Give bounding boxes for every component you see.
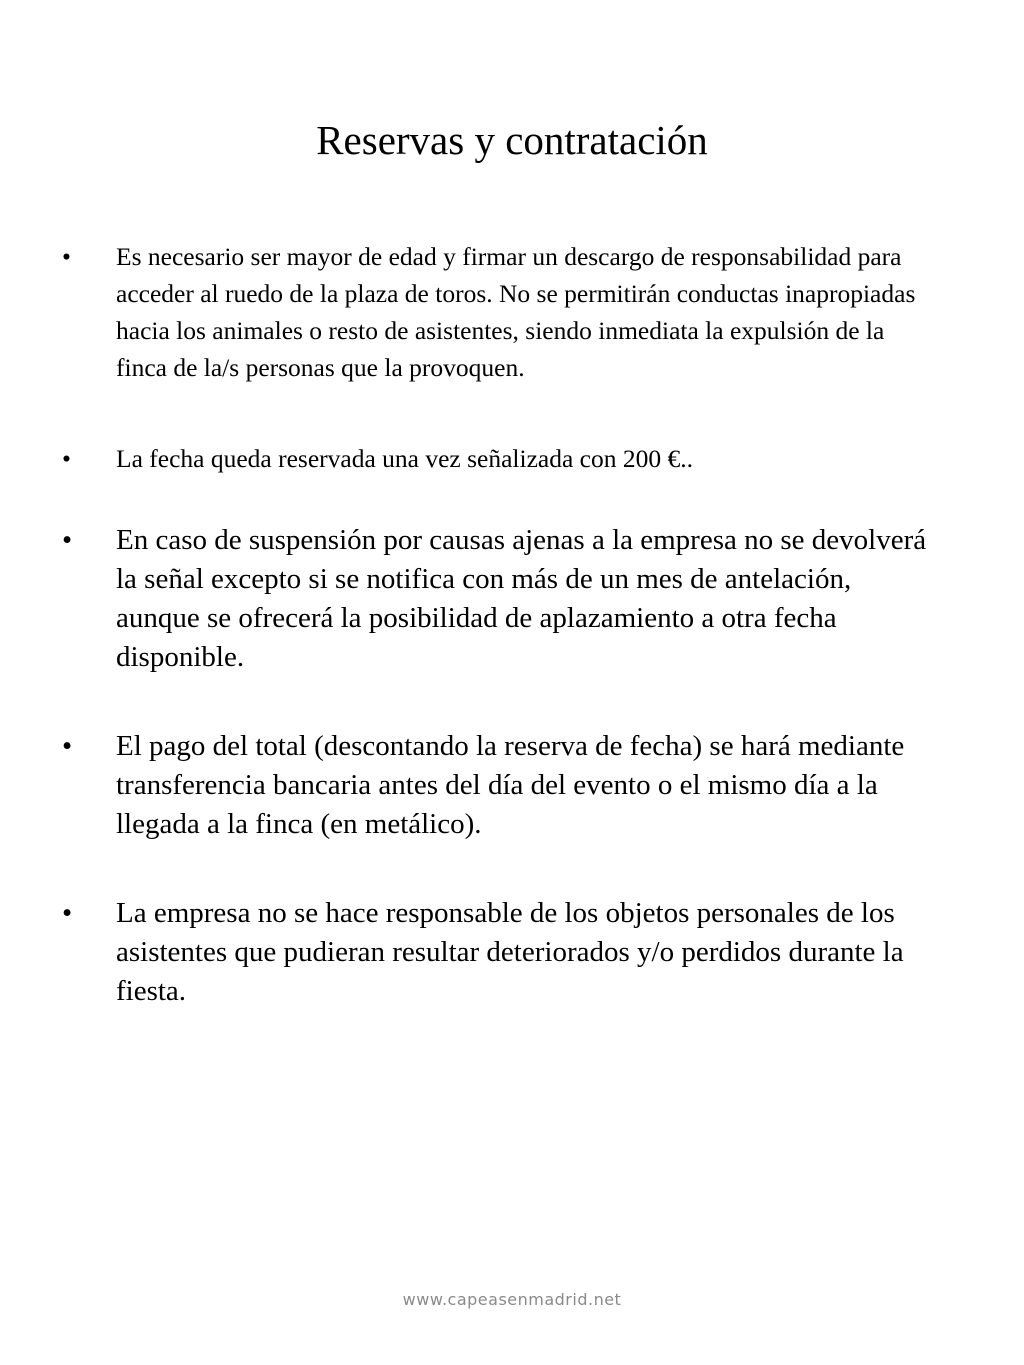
page-title: Reservas y contratación	[316, 117, 708, 163]
list-item	[0, 440, 936, 477]
bullet-list	[0, 238, 1024, 1011]
list-item-text: El pago del total (descontando la reserva de fecha) se hará mediante transferencia bancaria antes del día del evento o el mismo día a la llegada a la finca (en metálico).	[116, 730, 905, 840]
bullet-icon: •	[62, 524, 73, 556]
list-item	[0, 727, 936, 844]
list-item-text: En caso de suspensión por causas ajenas a la empresa no se devolverá la señal excepto si se notifica con más de un mes de antelación, aunque se ofrecerá la posibilidad de aplazamiento a otra fecha disponible.	[116, 524, 927, 673]
list-item	[0, 238, 936, 386]
bullet-icon: •	[62, 730, 73, 762]
bullet-icon: •	[62, 444, 71, 473]
list-item	[0, 521, 936, 677]
bullet-icon: •	[62, 897, 73, 929]
list-item-text: La empresa no se hace responsable de los objetos personales de los asistentes que pudieran resultar deteriorados y/o perdidos durante la fiesta.	[116, 897, 904, 1007]
list-item-text: Es necesario ser mayor de edad y firmar un descargo de responsabilidad para acceder al ruedo de la plaza de toros. No se permitirán conductas inapropiadas hacia los animales o resto de asistentes, siendo inmediata la expulsión de la finca de la/s personas que la provoquen.	[116, 242, 916, 382]
list-item-text: La fecha queda reservada una vez señalizada con 200 €..	[116, 444, 693, 473]
list-item	[0, 894, 936, 1011]
footer-website: www.capeasenmadrid.net	[402, 1290, 622, 1309]
bullet-icon: •	[62, 242, 71, 271]
